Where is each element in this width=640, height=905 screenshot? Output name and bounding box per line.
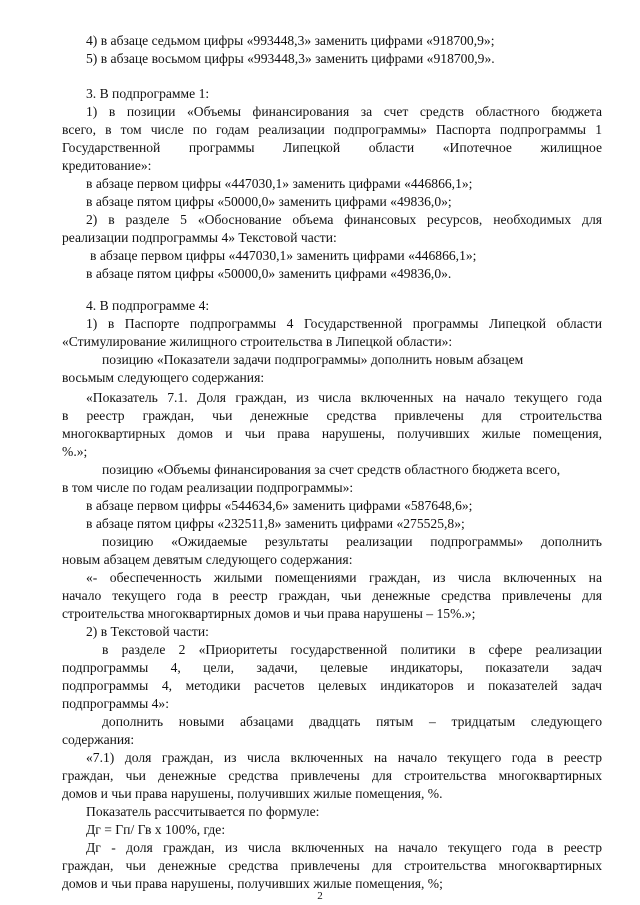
text-line: 2) в разделе 5 «Обоснование объема финансовых ресурсов, необходимых для [86,212,602,227]
text-line: домов и чьи права нарушены, получивших жилые помещения, %. [62,786,443,801]
text-line: домов и чьи права нарушены, получивших жилые помещения, %; [62,876,443,891]
text-line: позицию «Объемы финансирования за счет средств областного бюджета всего, [102,462,561,477]
text-line: подпрограммы 4»: [62,696,169,711]
text-line: начало текущего года в реестр граждан, чьи денежные средства привлечены для [62,588,602,603]
text-line: содержания: [62,732,135,747]
text-line: 4) в абзаце седьмом цифры «993448,3» заменить цифрами «918700,9»; [86,33,495,48]
text-line: кредитование»: [62,158,152,173]
text-line: строительства многоквартирных домов и чьи права нарушены – 15%.»; [62,606,476,621]
text-line: Государственной программы Липецкой области «Ипотечное жилищное [62,140,602,155]
text-line: 3. В подпрограмме 1: [86,86,210,101]
text-line: всего, в том числе по годам реализации подпрограммы» Паспорта подпрограммы 1 [62,122,602,137]
text-line: Показатель рассчитывается по формуле: [86,804,320,819]
text-line: новым абзацем девятым следующего содержания: [62,552,353,567]
text-line: 1) в Паспорте подпрограммы 4 Государственной программы Липецкой области [86,316,602,331]
text-line: в абзаце пятом цифры «50000,0» заменить цифрами «49836,0». [86,266,452,281]
text-line: многоквартирных домов и чьи права нарушены, получивших жилые помещения, [62,426,602,441]
text-line: «Показатель 7.1. Доля граждан, из числа включенных на начало текущего года [86,390,602,405]
text-line: позицию «Показатели задачи подпрограммы» дополнить новым абзацем [102,352,524,367]
text-line: восьмым следующего содержания: [62,370,265,385]
text-line: в реестр граждан, чьи денежные средства привлечены для строительства [62,408,602,423]
text-line: позицию «Ожидаемые результаты реализации подпрограммы» дополнить [102,534,602,549]
text-line: «- обеспеченность жилыми помещениями граждан, из числа включенных на [86,570,602,585]
text-line: в абзаце пятом цифры «232511,8» заменить цифрами «275525,8»; [86,516,465,531]
text-line: 4. В подпрограмме 4: [86,298,210,313]
text-line: «Стимулирование жилищного строительства в Липецкой области»: [62,334,453,349]
text-line: 1) в позиции «Объемы финансирования за счет средств областного бюджета [86,104,602,119]
text-line: в абзаце первом цифры «447030,1» заменить цифрами «446866,1»; [86,176,473,191]
page-number: 2 [317,890,323,902]
text-line: в разделе 2 «Приоритеты государственной политики в сфере реализации [102,642,602,657]
text-line: «7.1) доля граждан, из числа включенных на начало текущего года в реестр [86,750,602,765]
text-line: в том числе по годам реализации подпрограммы»: [62,480,354,495]
text-line: Дг - доля граждан, из числа включенных на начало текущего года в реестр [86,840,602,855]
text-line: граждан, чьи денежные средства привлечены для строительства многоквартирных [62,768,602,783]
text-line: подпрограммы 4, методики расчетов целевых индикаторов и показателей задач [62,678,602,693]
text-line: дополнить новыми абзацами двадцать пятым – тридцатым следующего [102,714,602,729]
formula-line: Дг = Гп/ Гв x 100%, где: [86,822,226,837]
text-line: граждан, чьи денежные средства привлечены для строительства многоквартирных [62,858,602,873]
text-line: подпрограммы 4, цели, задачи, целевые индикаторы, показатели задач [62,660,602,675]
text-line: в абзаце пятом цифры «50000,0» заменить цифрами «49836,0»; [86,194,452,209]
text-line: в абзаце первом цифры «544634,6» заменить цифрами «587648,6»; [86,498,473,513]
text-line: 2) в Текстовой части: [86,624,209,639]
text-line: в абзаце первом цифры «447030,1» заменить цифрами «446866,1»; [90,248,477,263]
text-line: реализации подпрограммы 4» Текстовой части: [62,230,337,245]
text-line: %.»; [62,444,88,459]
text-line: 5) в абзаце восьмом цифры «993448,3» заменить цифрами «918700,9». [86,51,495,66]
